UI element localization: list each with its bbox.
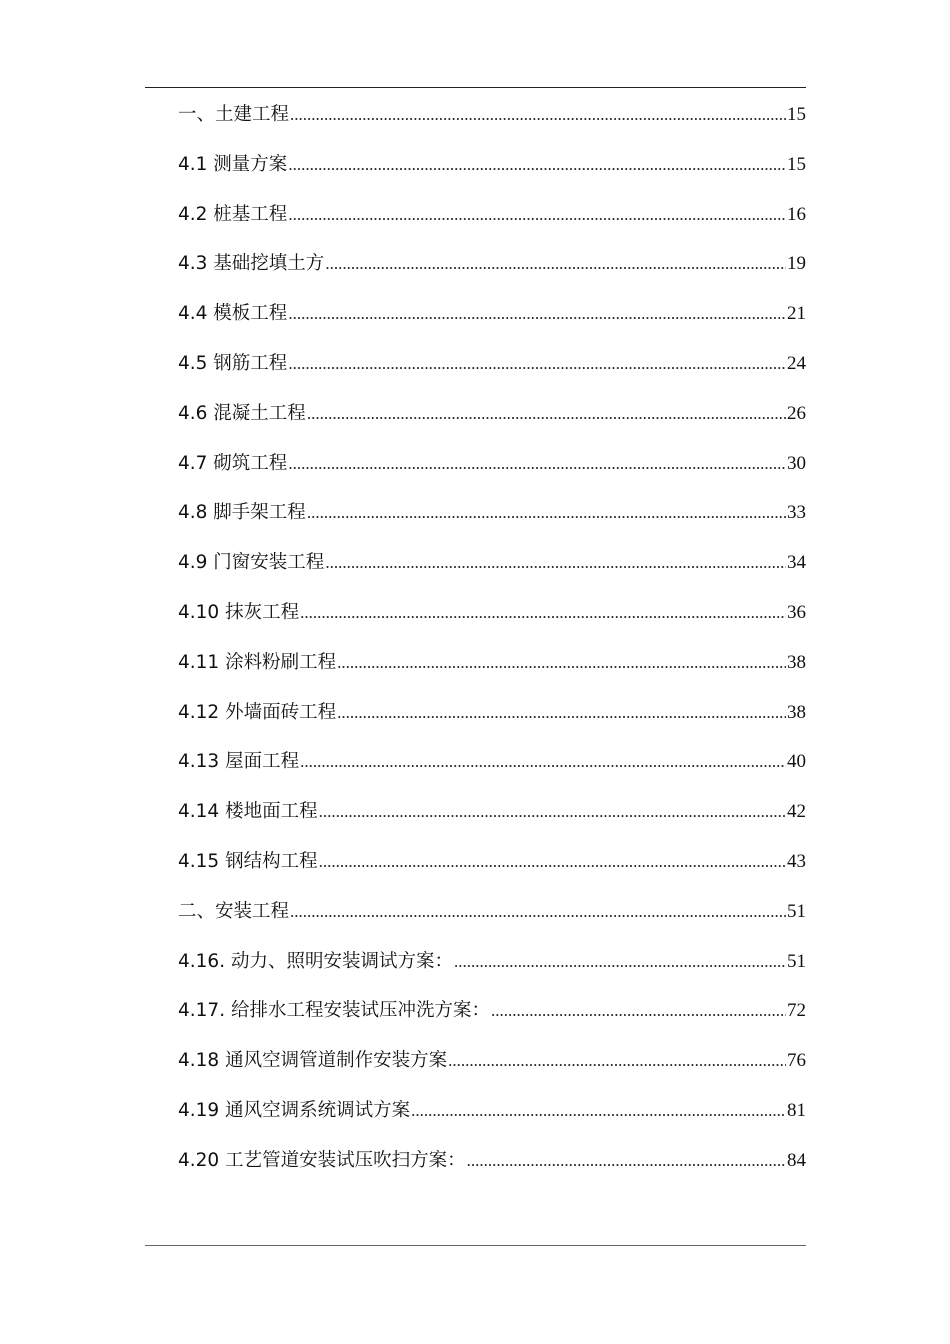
toc-entry-page: 15 (787, 153, 806, 175)
toc-entry-page: 76 (787, 1050, 806, 1072)
toc-entry-page: 30 (787, 452, 806, 474)
toc-entry-page: 72 (787, 1000, 806, 1022)
toc-entry-title: 一、土建工程 (178, 104, 290, 125)
toc-entry-page: 15 (787, 104, 806, 125)
toc-entry-page: 84 (787, 1149, 806, 1171)
toc-dot-leader (290, 98, 786, 132)
toc-dot-leader (288, 347, 786, 381)
toc-dot-leader (300, 745, 786, 779)
toc-entry-title: 4.13 屋面工程 (178, 751, 300, 773)
toc-entry-page: 16 (787, 203, 806, 225)
toc-dot-leader (491, 994, 786, 1028)
toc-entry[interactable] (178, 447, 806, 497)
toc-entry-page: 33 (787, 502, 806, 524)
toc-dot-leader (411, 1094, 786, 1128)
toc-entry-page: 81 (787, 1099, 806, 1121)
toc-entry[interactable] (178, 496, 806, 546)
toc-entry[interactable] (178, 1044, 806, 1094)
toc-entry[interactable] (178, 1144, 806, 1194)
toc-entry-page: 24 (787, 352, 806, 374)
toc-entry-title: 4.3 基础挖填土方 (178, 253, 325, 275)
toc-entry[interactable] (178, 546, 806, 596)
toc-dot-leader (290, 895, 786, 929)
toc-dot-leader (325, 247, 786, 281)
toc-entry[interactable] (178, 1094, 806, 1144)
toc-dot-leader (307, 496, 786, 530)
toc-entry-title: 4.15 钢结构工程 (178, 850, 318, 872)
toc-entry[interactable] (178, 845, 806, 895)
toc-entry[interactable] (178, 895, 806, 945)
footer-rule (145, 1245, 806, 1246)
toc-dot-leader (337, 696, 786, 730)
toc-entry[interactable] (178, 247, 806, 297)
toc-dot-leader (288, 447, 786, 481)
toc-entry[interactable] (178, 994, 806, 1044)
toc-entry-title: 二、安装工程 (178, 900, 290, 922)
toc-entry-title: 4.11 涂料粉刷工程 (178, 651, 337, 673)
toc-entry[interactable] (178, 397, 806, 447)
toc-entry-title: 4.16. 动力、照明安装调试方案： (178, 950, 453, 972)
toc-dot-leader (325, 546, 786, 580)
toc-dot-leader (319, 795, 786, 829)
toc-entry[interactable] (178, 596, 806, 646)
toc-entry-title: 4.17. 给排水工程安装试压冲洗方案： (178, 1000, 490, 1022)
toc-dot-leader (467, 1144, 786, 1178)
toc-entry-title: 4.6 混凝土工程 (178, 402, 306, 424)
toc-entry-page: 42 (787, 801, 806, 823)
toc-entry[interactable] (178, 945, 806, 995)
toc-entry-page: 38 (787, 701, 806, 723)
toc-dot-leader (300, 596, 786, 630)
toc-entry-title: 4.18 通风空调管道制作安装方案 (178, 1050, 448, 1072)
table-of-contents (178, 98, 806, 1194)
header-rule (145, 87, 806, 88)
toc-entry-page: 38 (787, 651, 806, 673)
toc-entry-title: 4.19 通风空调系统调试方案 (178, 1099, 411, 1121)
toc-entry-title: 4.5 钢筋工程 (178, 352, 288, 374)
toc-entry-title: 4.4 模板工程 (178, 303, 288, 325)
toc-dot-leader (288, 297, 786, 331)
toc-entry-page: 34 (787, 552, 806, 574)
toc-dot-leader (448, 1044, 786, 1078)
toc-entry-title: 4.8 脚手架工程 (178, 502, 306, 524)
toc-entry[interactable] (178, 795, 806, 845)
toc-entry-title: 4.7 砌筑工程 (178, 452, 288, 474)
toc-dot-leader (454, 945, 786, 979)
toc-entry-title: 4.2 桩基工程 (178, 203, 288, 225)
toc-entry[interactable] (178, 745, 806, 795)
toc-entry[interactable] (178, 98, 806, 148)
toc-dot-leader (307, 397, 786, 431)
toc-dot-leader (288, 198, 786, 232)
toc-entry-page: 21 (787, 303, 806, 325)
toc-entry[interactable] (178, 347, 806, 397)
toc-entry-title: 4.1 测量方案 (178, 153, 288, 175)
toc-entry[interactable] (178, 696, 806, 746)
toc-entry-title: 4.20 工艺管道安装试压吹扫方案： (178, 1149, 466, 1171)
toc-entry-page: 19 (787, 253, 806, 275)
toc-entry-title: 4.12 外墙面砖工程 (178, 701, 337, 723)
toc-entry-page: 36 (787, 601, 806, 623)
toc-entry-page: 51 (787, 900, 806, 922)
toc-dot-leader (337, 646, 786, 680)
toc-entry-title: 4.14 楼地面工程 (178, 801, 318, 823)
toc-entry-page: 26 (787, 402, 806, 424)
toc-entry[interactable] (178, 198, 806, 248)
toc-entry[interactable] (178, 646, 806, 696)
toc-dot-leader (288, 148, 786, 182)
toc-entry-title: 4.10 抹灰工程 (178, 601, 300, 623)
toc-entry[interactable] (178, 297, 806, 347)
toc-entry-page: 40 (787, 751, 806, 773)
toc-entry[interactable] (178, 148, 806, 198)
toc-dot-leader (319, 845, 786, 879)
toc-entry-page: 43 (787, 850, 806, 872)
toc-entry-title: 4.9 门窗安装工程 (178, 552, 325, 574)
toc-entry-page: 51 (787, 950, 806, 972)
